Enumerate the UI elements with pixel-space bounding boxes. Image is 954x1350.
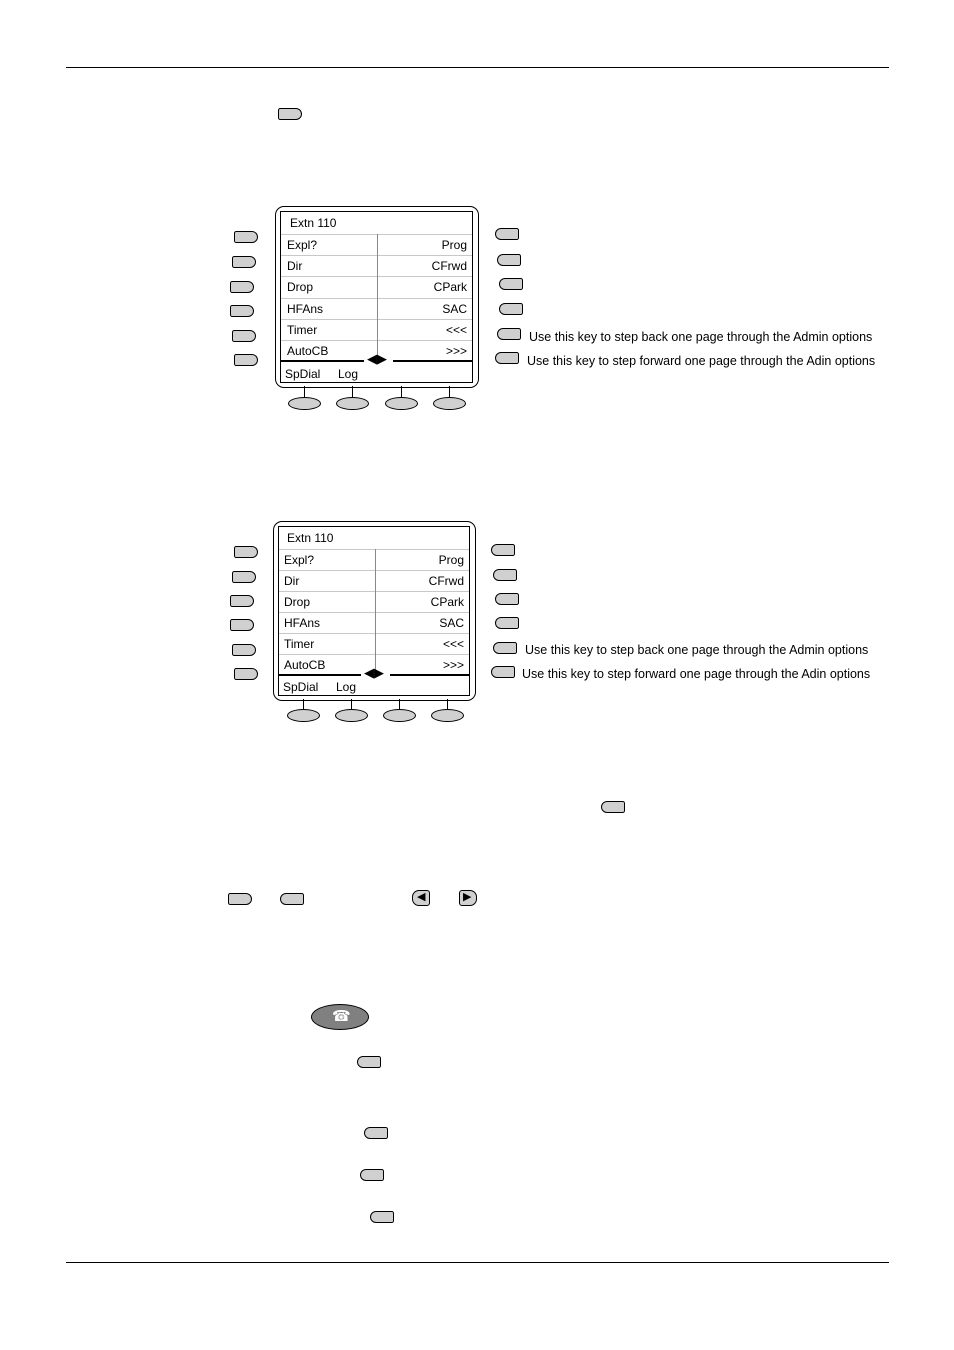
- left-line-key-icon: [230, 281, 254, 293]
- row-left-label: HFAns: [287, 302, 324, 316]
- softkey-oval-icon: [431, 709, 464, 722]
- annotation-back: Use this key to step back one page through the Admin options: [529, 330, 873, 344]
- softkey-oval-icon: [336, 397, 369, 410]
- display-key-icon: [601, 801, 625, 813]
- row-left-label: Timer: [287, 323, 318, 337]
- right-line-key-icon: [495, 593, 519, 605]
- softkey-oval-icon: [433, 397, 466, 410]
- row-right-label: CPark: [433, 280, 467, 294]
- softkey-label: SpDial: [283, 680, 319, 694]
- phone-screen: [278, 526, 470, 696]
- softkey-label: SpDial: [285, 367, 321, 381]
- display-key-icon: [357, 1056, 381, 1068]
- row-left-label: AutoCB: [287, 344, 329, 358]
- screen-title: Extn 110: [290, 216, 337, 230]
- display-key-icon: [370, 1211, 394, 1223]
- display-key-icon: [278, 108, 302, 120]
- right-line-key-icon: [491, 666, 515, 678]
- row-left-label: Expl?: [284, 553, 315, 567]
- row-right-label: Prog: [441, 238, 467, 252]
- column-divider: [375, 549, 376, 674]
- right-line-key-icon: [499, 303, 523, 315]
- softkey-label: Log: [336, 680, 357, 694]
- row-left-label: Drop: [284, 595, 311, 609]
- left-line-key-icon: [232, 571, 256, 583]
- row-right-label: CFrwd: [431, 259, 467, 273]
- softkey-divider-right: [393, 360, 472, 362]
- row-right-label: Prog: [438, 553, 464, 567]
- scroll-arrows-icon: ◀▶: [367, 351, 387, 366]
- display-key-icon: [228, 893, 252, 905]
- display-key-icon: [280, 893, 304, 905]
- softkey-oval-icon: [288, 397, 321, 410]
- left-line-key-icon: [234, 668, 258, 680]
- row-left-label: Dir: [284, 574, 300, 588]
- right-arrow-key-icon: ▶: [459, 890, 477, 906]
- right-line-key-icon: [493, 642, 517, 654]
- softkey-oval-icon: [287, 709, 320, 722]
- left-line-key-icon: [232, 644, 256, 656]
- row-left-label: Drop: [287, 280, 314, 294]
- row-right-label: >>>: [442, 658, 464, 672]
- screen-row: [279, 570, 469, 592]
- scroll-arrows-icon: ◀▶: [364, 665, 384, 680]
- row-right-label: <<<: [442, 637, 464, 651]
- right-line-key-icon: [495, 352, 519, 364]
- column-divider: [377, 234, 378, 360]
- right-line-key-icon: [493, 569, 517, 581]
- annotation-forward: Use this key to step forward one page through the Adin options: [522, 667, 871, 681]
- screen-row: [279, 591, 469, 613]
- row-left-label: AutoCB: [284, 658, 326, 672]
- left-line-key-icon: [230, 619, 254, 631]
- softkey-oval-icon: [383, 709, 416, 722]
- row-right-label: CPark: [430, 595, 464, 609]
- left-line-key-icon: [230, 595, 254, 607]
- left-arrow-key-icon: ◀: [412, 890, 430, 906]
- right-line-key-icon: [499, 278, 523, 290]
- softkey-divider-left: [281, 360, 364, 362]
- row-left-label: Expl?: [287, 238, 318, 252]
- footer-rule: [66, 1262, 889, 1263]
- left-line-key-icon: [232, 256, 256, 268]
- row-right-label: SAC: [439, 616, 464, 630]
- left-line-key-icon: [230, 305, 254, 317]
- display-key-icon: [360, 1169, 384, 1181]
- right-line-key-icon: [497, 328, 521, 340]
- softkey-label: Log: [338, 367, 359, 381]
- display-key-icon: [364, 1127, 388, 1139]
- left-line-key-icon: [234, 231, 258, 243]
- row-right-label: >>>: [445, 344, 467, 358]
- right-line-key-icon: [495, 228, 519, 240]
- softkey-oval-icon: [335, 709, 368, 722]
- row-left-label: Dir: [287, 259, 303, 273]
- row-right-label: SAC: [442, 302, 467, 316]
- phone-key-icon: ☎: [311, 1004, 369, 1030]
- softkey-divider-right: [390, 674, 469, 676]
- row-right-label: <<<: [445, 323, 467, 337]
- row-right-label: CFrwd: [428, 574, 464, 588]
- row-left-label: Timer: [284, 637, 315, 651]
- right-line-key-icon: [495, 617, 519, 629]
- screen-row: [279, 549, 469, 571]
- left-line-key-icon: [232, 330, 256, 342]
- phone-screen: [280, 211, 473, 383]
- left-line-key-icon: [234, 546, 258, 558]
- screen-row: [279, 612, 469, 634]
- annotation-back: Use this key to step back one page through the Admin options: [525, 643, 869, 657]
- left-line-key-icon: [234, 354, 258, 366]
- screen-title: Extn 110: [287, 531, 334, 545]
- row-left-label: HFAns: [284, 616, 321, 630]
- screen-row: [279, 633, 469, 655]
- softkey-divider-left: [279, 674, 361, 676]
- right-line-key-icon: [497, 254, 521, 266]
- header-rule: [66, 67, 889, 68]
- right-line-key-icon: [491, 544, 515, 556]
- softkey-oval-icon: [385, 397, 418, 410]
- annotation-forward: Use this key to step forward one page through the Adin options: [527, 354, 876, 368]
